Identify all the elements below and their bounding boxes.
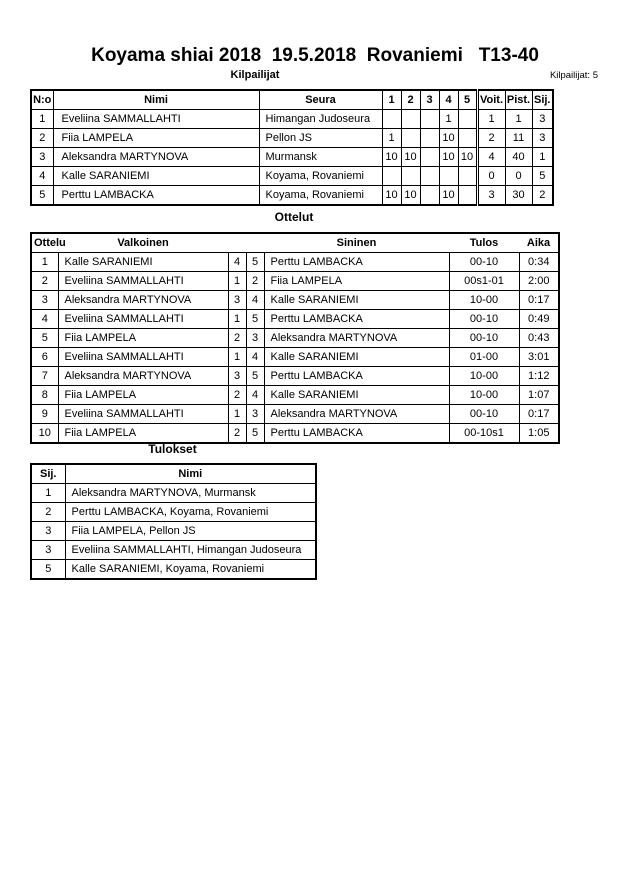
cell-white-num: 1 <box>228 405 246 424</box>
cell-white-name: Eveliina SAMMALLAHTI <box>58 405 228 424</box>
cell-match-4: 10 <box>439 129 458 148</box>
match-row <box>31 424 559 444</box>
matches-header-row <box>31 233 559 253</box>
cell-match-no: 9 <box>31 405 58 424</box>
cell-rank: 5 <box>31 560 65 580</box>
col-nimi: Nimi <box>65 464 316 484</box>
cell-match-no: 6 <box>31 348 58 367</box>
cell-sij: 5 <box>532 167 553 186</box>
cell-result: 01-00 <box>449 348 519 367</box>
match-row <box>31 272 559 291</box>
cell-white-name: Kalle SARANIEMI <box>58 253 228 272</box>
col-sij: Sij. <box>31 464 65 484</box>
competitors-table <box>30 89 554 206</box>
cell-time: 0:43 <box>519 329 559 348</box>
cell-blue-name: Perttu LAMBACKA <box>264 424 449 444</box>
cell-match-no: 3 <box>31 291 58 310</box>
result-row <box>31 522 316 541</box>
cell-blue-num: 5 <box>246 367 264 386</box>
cell-blue-num: 5 <box>246 253 264 272</box>
cell-match-4 <box>439 167 458 186</box>
col-sij: Sij. <box>532 90 553 110</box>
cell-match-no: 7 <box>31 367 58 386</box>
cell-result: 00-10 <box>449 253 519 272</box>
cell-white-num: 3 <box>228 367 246 386</box>
results-table <box>30 463 317 580</box>
cell-nimi: Fiia LAMPELA <box>53 129 259 148</box>
cell-rank: 1 <box>31 484 65 503</box>
cell-nimi: Eveliina SAMMALLAHTI <box>53 110 259 129</box>
cell-white-name: Aleksandra MARTYNOVA <box>58 367 228 386</box>
matches-table <box>30 232 560 444</box>
col-valkoinen: Valkoinen <box>58 233 228 253</box>
cell-blue-name: Aleksandra MARTYNOVA <box>264 329 449 348</box>
cell-white-num: 3 <box>228 291 246 310</box>
results-header-row <box>31 464 316 484</box>
cell-seura: Pellon JS <box>259 129 382 148</box>
competitor-row <box>31 129 553 148</box>
cell-rank: 2 <box>31 503 65 522</box>
col-match-5: 5 <box>458 90 477 110</box>
cell-sij: 3 <box>532 129 553 148</box>
cell-nimi: Kalle SARANIEMI <box>53 167 259 186</box>
cell-time: 1:05 <box>519 424 559 444</box>
cell-blue-num: 2 <box>246 272 264 291</box>
cell-no: 1 <box>31 110 53 129</box>
cell-blue-num: 5 <box>246 310 264 329</box>
match-row <box>31 291 559 310</box>
cell-match-2: 10 <box>401 186 420 206</box>
match-row <box>31 253 559 272</box>
col-no: N:o <box>31 90 53 110</box>
cell-result: 10-00 <box>449 386 519 405</box>
cell-seura: Murmansk <box>259 148 382 167</box>
cell-seura: Koyama, Rovaniemi <box>259 186 382 206</box>
competitor-row <box>31 186 553 206</box>
cell-sij: 2 <box>532 186 553 206</box>
cell-result: 00s1-01 <box>449 272 519 291</box>
competitor-row <box>31 167 553 186</box>
match-row <box>31 329 559 348</box>
match-row <box>31 348 559 367</box>
cell-time: 1:12 <box>519 367 559 386</box>
cell-match-3 <box>420 148 439 167</box>
col-voit: Voit. <box>477 90 505 110</box>
cell-match-1: 10 <box>382 186 401 206</box>
cell-blue-num: 3 <box>246 329 264 348</box>
cell-result: 10-00 <box>449 367 519 386</box>
match-row <box>31 386 559 405</box>
cell-no: 3 <box>31 148 53 167</box>
col-nimi: Nimi <box>53 90 259 110</box>
competitors-header-row <box>31 90 553 110</box>
cell-match-3 <box>420 129 439 148</box>
cell-pist: 0 <box>505 167 532 186</box>
result-row <box>31 541 316 560</box>
cell-white-num: 4 <box>228 253 246 272</box>
cell-name: Fiia LAMPELA, Pellon JS <box>65 522 316 541</box>
cell-time: 1:07 <box>519 386 559 405</box>
match-row <box>31 367 559 386</box>
cell-name: Kalle SARANIEMI, Koyama, Rovaniemi <box>65 560 316 580</box>
cell-pist: 1 <box>505 110 532 129</box>
cell-result: 00-10 <box>449 405 519 424</box>
cell-white-name: Aleksandra MARTYNOVA <box>58 291 228 310</box>
competitor-row <box>31 110 553 129</box>
competitors-heading: Kilpailijat <box>230 69 280 81</box>
col-ottelu: Ottelu <box>31 233 58 253</box>
cell-match-3 <box>420 186 439 206</box>
col-sininen: Sininen <box>264 233 449 253</box>
cell-match-5 <box>458 167 477 186</box>
cell-match-4: 10 <box>439 148 458 167</box>
cell-seura: Koyama, Rovaniemi <box>259 167 382 186</box>
match-row <box>31 405 559 424</box>
col-white-num <box>228 233 246 253</box>
match-row <box>31 310 559 329</box>
cell-name: Perttu LAMBACKA, Koyama, Rovaniemi <box>65 503 316 522</box>
cell-pist: 11 <box>505 129 532 148</box>
cell-match-1: 10 <box>382 148 401 167</box>
cell-result: 10-00 <box>449 291 519 310</box>
col-match-4: 4 <box>439 90 458 110</box>
cell-match-5: 10 <box>458 148 477 167</box>
cell-blue-name: Perttu LAMBACKA <box>264 310 449 329</box>
cell-no: 5 <box>31 186 53 206</box>
cell-blue-num: 4 <box>246 348 264 367</box>
cell-blue-name: Aleksandra MARTYNOVA <box>264 405 449 424</box>
cell-sij: 1 <box>532 148 553 167</box>
cell-pist: 40 <box>505 148 532 167</box>
cell-white-name: Fiia LAMPELA <box>58 329 228 348</box>
cell-match-4: 1 <box>439 110 458 129</box>
cell-seura: Himangan Judoseura <box>259 110 382 129</box>
participants-count: Kilpailijat: 5 <box>549 70 598 81</box>
col-match-1: 1 <box>382 90 401 110</box>
cell-nimi: Perttu LAMBACKA <box>53 186 259 206</box>
col-match-2: 2 <box>401 90 420 110</box>
cell-nimi: Aleksandra MARTYNOVA <box>53 148 259 167</box>
cell-match-1 <box>382 167 401 186</box>
result-row <box>31 484 316 503</box>
cell-white-name: Fiia LAMPELA <box>58 386 228 405</box>
cell-blue-name: Kalle SARANIEMI <box>264 291 449 310</box>
cell-white-num: 1 <box>228 272 246 291</box>
col-aika: Aika <box>519 233 559 253</box>
cell-white-num: 1 <box>228 310 246 329</box>
cell-rank: 3 <box>31 541 65 560</box>
cell-match-3 <box>420 167 439 186</box>
cell-match-2 <box>401 110 420 129</box>
cell-match-2 <box>401 167 420 186</box>
cell-match-1 <box>382 110 401 129</box>
results-heading: Tulokset <box>148 442 197 456</box>
cell-white-name: Eveliina SAMMALLAHTI <box>58 348 228 367</box>
cell-pist: 30 <box>505 186 532 206</box>
cell-sij: 3 <box>532 110 553 129</box>
cell-white-num: 2 <box>228 386 246 405</box>
cell-match-1: 1 <box>382 129 401 148</box>
cell-no: 2 <box>31 129 53 148</box>
cell-result: 00-10 <box>449 329 519 348</box>
cell-blue-name: Fiia LAMPELA <box>264 272 449 291</box>
cell-voit: 2 <box>477 129 505 148</box>
cell-match-no: 4 <box>31 310 58 329</box>
matches-heading: Ottelut <box>274 210 314 224</box>
cell-blue-name: Perttu LAMBACKA <box>264 253 449 272</box>
cell-name: Eveliina SAMMALLAHTI, Himangan Judoseura <box>65 541 316 560</box>
cell-blue-name: Kalle SARANIEMI <box>264 386 449 405</box>
cell-time: 0:49 <box>519 310 559 329</box>
cell-white-name: Fiia LAMPELA <box>58 424 228 444</box>
cell-match-3 <box>420 110 439 129</box>
cell-time: 0:34 <box>519 253 559 272</box>
result-row <box>31 560 316 580</box>
result-row <box>31 503 316 522</box>
cell-time: 3:01 <box>519 348 559 367</box>
cell-voit: 1 <box>477 110 505 129</box>
page-title: Koyama shiai 2018 19.5.2018 Rovaniemi T13-40 <box>91 45 539 66</box>
cell-match-4: 10 <box>439 186 458 206</box>
cell-time: 2:00 <box>519 272 559 291</box>
cell-voit: 3 <box>477 186 505 206</box>
cell-rank: 3 <box>31 522 65 541</box>
col-seura: Seura <box>259 90 382 110</box>
cell-blue-num: 4 <box>246 386 264 405</box>
cell-white-num: 2 <box>228 329 246 348</box>
cell-match-no: 10 <box>31 424 58 444</box>
cell-blue-num: 4 <box>246 291 264 310</box>
cell-result: 00-10 <box>449 310 519 329</box>
cell-no: 4 <box>31 167 53 186</box>
cell-blue-name: Perttu LAMBACKA <box>264 367 449 386</box>
cell-match-no: 5 <box>31 329 58 348</box>
cell-white-num: 2 <box>228 424 246 444</box>
cell-voit: 4 <box>477 148 505 167</box>
cell-match-5 <box>458 186 477 206</box>
cell-blue-num: 3 <box>246 405 264 424</box>
cell-match-5 <box>458 129 477 148</box>
cell-voit: 0 <box>477 167 505 186</box>
cell-match-no: 1 <box>31 253 58 272</box>
cell-match-no: 8 <box>31 386 58 405</box>
cell-white-name: Eveliina SAMMALLAHTI <box>58 272 228 291</box>
cell-white-name: Eveliina SAMMALLAHTI <box>58 310 228 329</box>
cell-blue-num: 5 <box>246 424 264 444</box>
competitor-row <box>31 148 553 167</box>
col-match-3: 3 <box>420 90 439 110</box>
cell-match-2 <box>401 129 420 148</box>
cell-result: 00-10s1 <box>449 424 519 444</box>
cell-blue-name: Kalle SARANIEMI <box>264 348 449 367</box>
cell-white-num: 1 <box>228 348 246 367</box>
cell-match-5 <box>458 110 477 129</box>
cell-name: Aleksandra MARTYNOVA, Murmansk <box>65 484 316 503</box>
cell-match-no: 2 <box>31 272 58 291</box>
col-blue-num <box>246 233 264 253</box>
cell-time: 0:17 <box>519 405 559 424</box>
cell-match-2: 10 <box>401 148 420 167</box>
cell-time: 0:17 <box>519 291 559 310</box>
col-tulos: Tulos <box>449 233 519 253</box>
col-pist: Pist. <box>505 90 532 110</box>
